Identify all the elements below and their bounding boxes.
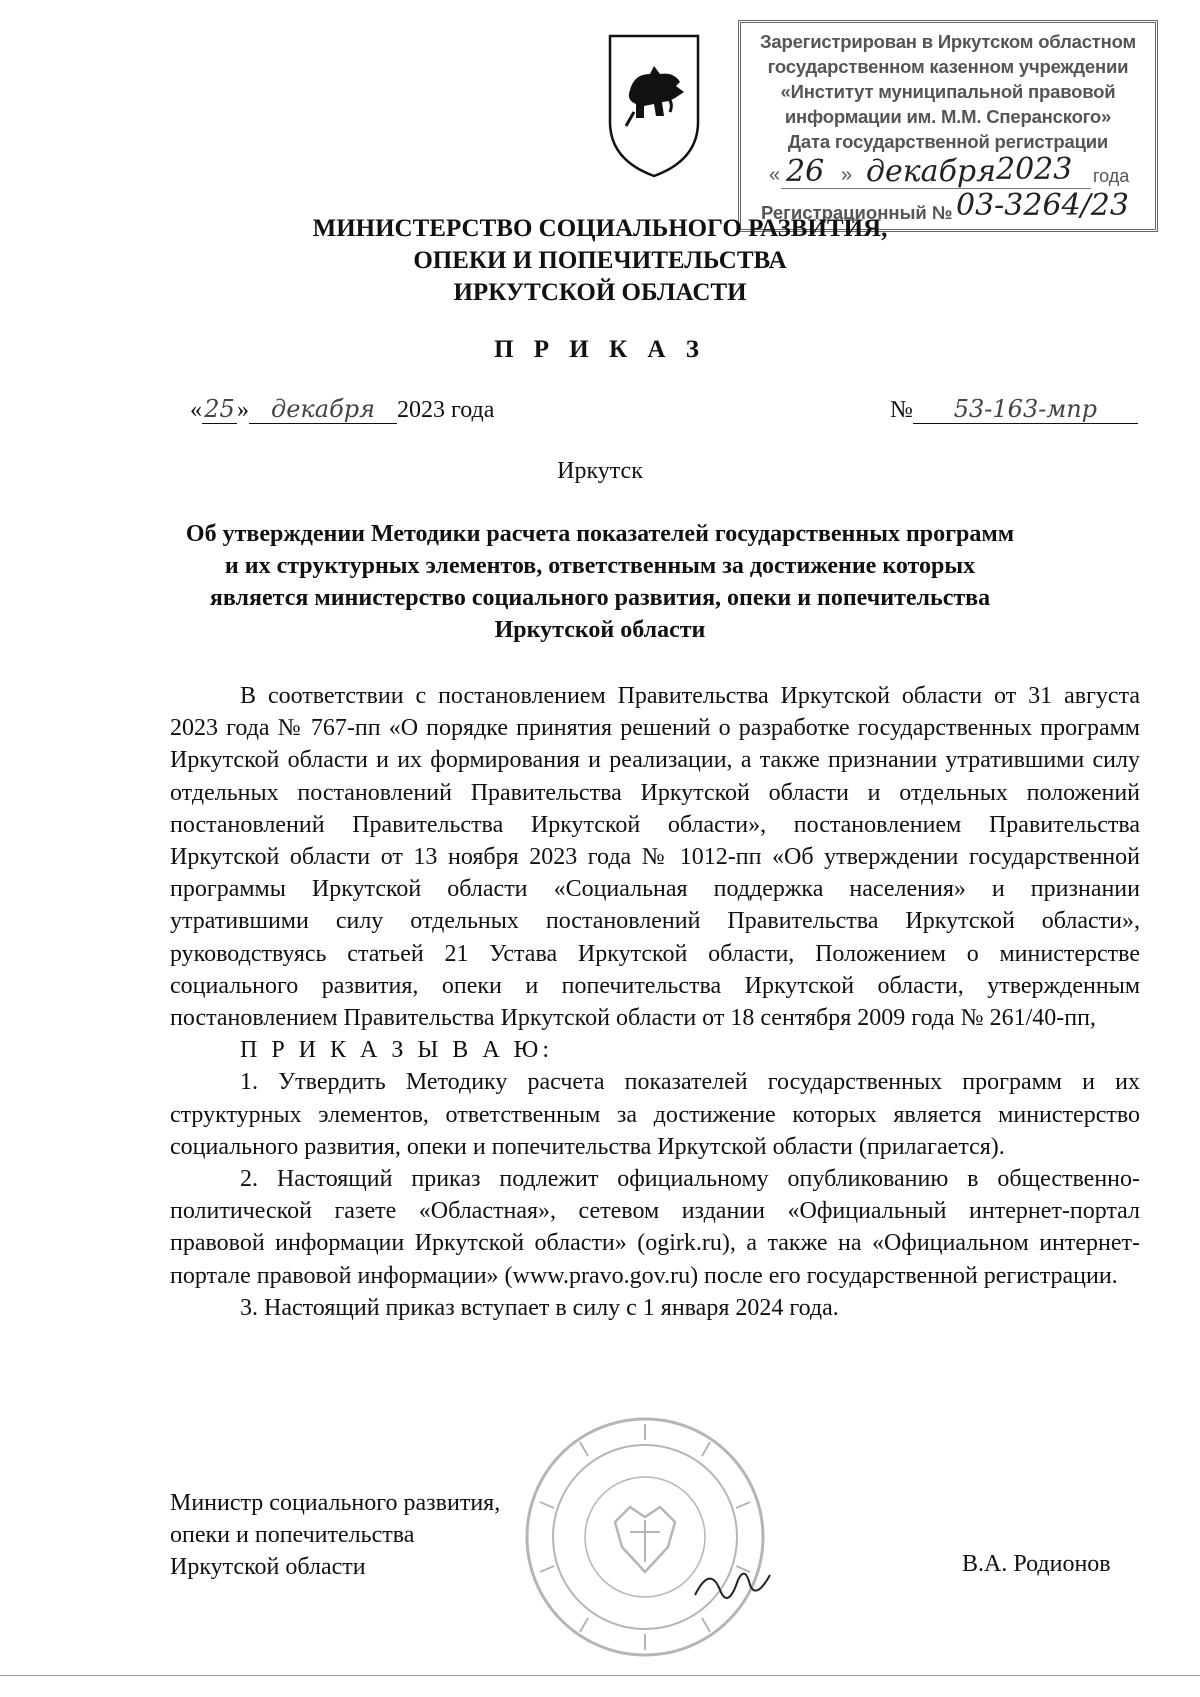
signatory-position-line: опеки и попечительства [170,1522,415,1548]
coat-of-arms-icon [604,30,704,180]
order-year: 2023 года [397,397,495,423]
order-item: 3. Настоящий приказ вступает в силу с 1 января 2024 года. [240,1294,839,1321]
stamp-registration-year: 2023 [996,152,1073,187]
quote-open: « [769,164,781,186]
ministry-name [0,213,1200,309]
order-date [190,395,494,424]
stamp-line: Зарегистрирован в Иркутском областном [760,31,1136,52]
stamp-registration-number: 03-3264/23 [956,188,1129,223]
stamp-year-suffix: года [1093,166,1130,186]
stamp-line: «Институт муниципальной правовой [780,81,1116,102]
document-title: Об утверждении Методики расчета показателей государственных программ и их структурных элементов, ответственным за достижение которых является министерство социального развития, опеки и попечительства Иркутской области [185,521,1015,643]
order-word: П Р И К А З Ы В А Ю: [240,1037,553,1064]
stamp-number-label: Регистрационный № [761,202,953,223]
signatory-position-line: Министр социального развития, [170,1490,501,1516]
order-item: 2. Настоящий приказ подлежит официальному опубликованию в общественно-политической газете «Областная», сетевом издании «Официальный интернет-портал правовой информации Иркутской области» (ogirk.ru), а также на «Официальном интернет-портале правовой информации» (www.pravo.gov.ru) после его государственной регистрации. [170,1166,1140,1289]
order-item: 1. Утвердить Методику расчета показателей государственных программ и их структурных элементов, ответственным за достижение которых является министерство социального развития, опеки и попечительства Иркутской области (прилагается). [170,1069,1140,1160]
order-number-value: 53-163-мпр [913,395,1138,424]
stamp-registration-month: декабря [866,154,996,189]
document-type-heading: П Р И К А З [494,336,706,363]
preamble-paragraph: В соответствии с постановлением Правительства Иркутской области от 31 августа 2023 года № 767-пп «О порядке принятия решений о разработке государственных программ Иркутской области и их формирования и реализации, а также признании утратившими силу отдельных постановлений Правительства Иркутской области и отдельных положений постановлений Правительства Иркутской области», постановлением Правительства Иркутской области от 13 ноября 2023 года № 1012-пп «Об утверждении государственной программы Иркутской области «Социальная поддержка населения» и признании утратившими силу отдельных постановлений Правительства Иркутской области», руководствуясь статьей 21 Устава Иркутской области, Положением о министерстве социального развития, опеки и попечительства Иркутской области, утвержденным постановлением Правительства Иркутской области от 18 сентября 2009 года № 261/40-пп, [170,683,1140,1032]
order-month: декабря [249,395,397,424]
quote-open: « [190,397,202,423]
page-bottom-rule [0,1675,1200,1676]
ministry-line: ИРКУТСКОЙ ОБЛАСТИ [453,279,747,306]
order-items [170,1066,1140,1324]
handwritten-signature [690,1555,780,1615]
order-number-label: № [890,397,913,423]
quote-close: » [841,164,853,186]
stamp-registration-day: 26 [786,154,825,189]
quote-close: » [237,397,249,423]
ministry-line: ОПЕКИ И ПОПЕЧИТЕЛЬСТВА [413,247,787,274]
stamp-date-row [741,154,1155,190]
signatory-position [170,1487,500,1583]
registration-stamp [738,20,1158,232]
document-body [170,680,1140,1324]
stamp-line: информации им. М.М. Сперанского» [784,106,1112,127]
official-seal [520,1412,770,1662]
stamp-line: Дата государственной регистрации [787,131,1109,152]
order-day: 25 [202,395,237,424]
stamp-line: государственном казенном учреждении [767,56,1129,77]
city-name: Иркутск [557,458,643,484]
ministry-line: МИНИСТЕРСТВО СОЦИАЛЬНОГО РАЗВИТИЯ, [312,215,888,242]
signatory-position-line: Иркутской области [170,1554,366,1580]
order-number [890,395,1138,424]
signatory-name: В.А. Родионов [962,1551,1111,1577]
